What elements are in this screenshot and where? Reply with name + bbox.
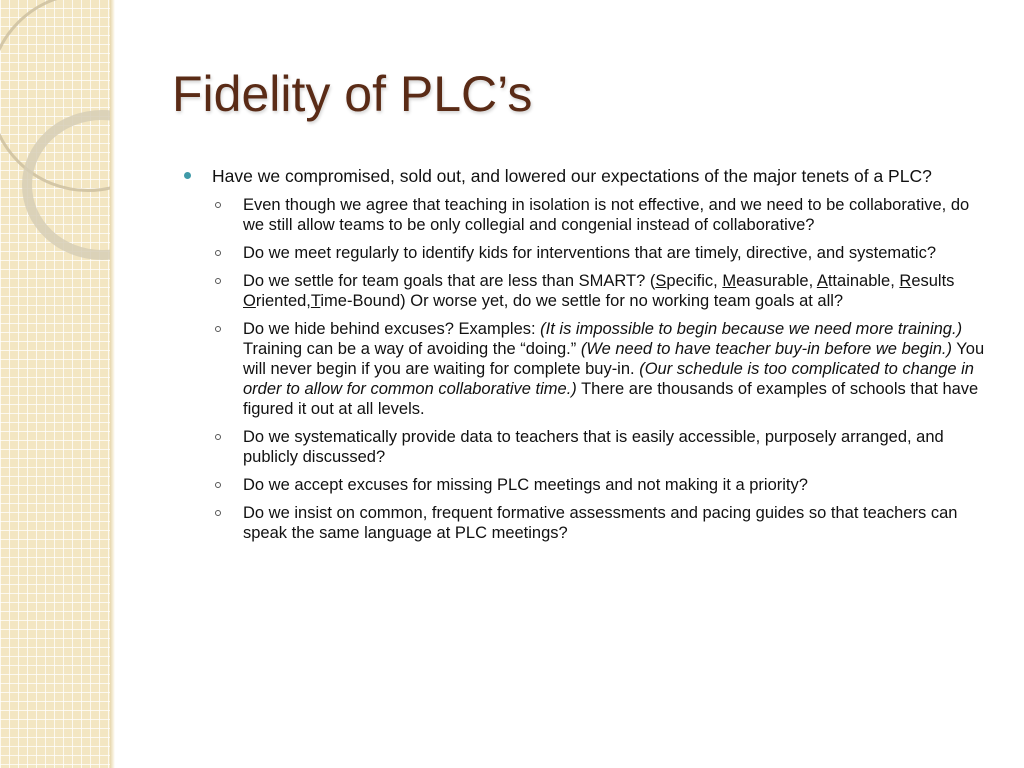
sub-bullet-interventions	[184, 243, 992, 263]
text-fragment: You will never begin if you are waiting for complete buy-in.	[243, 340, 985, 378]
sub-bullet-excuses	[184, 319, 992, 419]
underlined-letter: A	[816, 272, 828, 290]
sub-bullet-text: Do we accept excuses for missing PLC meetings and not making it a priority?	[243, 476, 808, 494]
underlined-letter: O	[243, 292, 256, 310]
decorative-rings	[0, 0, 113, 768]
hollow-bullet-icon	[215, 482, 221, 488]
text-fragment: ime-Bound) Or worse yet, do we settle for no working team goals at all?	[320, 292, 844, 310]
hollow-bullet-icon	[215, 202, 221, 208]
sub-bullet-text	[243, 272, 954, 310]
text-fragment: riented,	[255, 292, 311, 310]
sub-bullet-data	[184, 427, 992, 467]
sub-bullet-text: Do we systematically provide data to teachers that is easily accessible, purposely arranged, and publicly discussed?	[243, 428, 944, 466]
slide-content	[184, 166, 992, 551]
sub-bullet-text: Do we insist on common, frequent formative assessments and pacing guides so that teachers can speak the same language at PLC meetings?	[243, 504, 958, 542]
italic-example: (It is impossible to begin because we need more training.)	[540, 320, 963, 338]
text-fragment: There are thousands of examples of schools that have figured it out at all levels.	[243, 380, 979, 418]
underlined-letter: S	[655, 272, 667, 290]
hollow-bullet-icon	[215, 434, 221, 440]
text-fragment: Training can be a way of avoiding the “doing.”	[243, 340, 581, 358]
bullet-dot-icon	[184, 172, 191, 179]
slide-title: Fidelity of PLC’s	[172, 66, 533, 122]
italic-example: (We need to have teacher buy-in before we begin.)	[580, 340, 953, 358]
sub-bullet-assessments	[184, 503, 992, 543]
underlined-letter: T	[310, 292, 321, 310]
hollow-bullet-icon	[215, 510, 221, 516]
sub-bullet-isolation	[184, 195, 992, 235]
hollow-bullet-icon	[215, 326, 221, 332]
underlined-letter: R	[899, 272, 912, 290]
hollow-bullet-icon	[215, 250, 221, 256]
text-fragment: Do we hide behind excuses? Examples:	[243, 320, 541, 338]
text-fragment: pecific,	[666, 272, 723, 290]
side-band-edge	[110, 0, 115, 768]
text-fragment: ttainable,	[827, 272, 900, 290]
sub-bullet-missing-meetings	[184, 475, 992, 495]
sub-bullet-list	[184, 195, 992, 543]
main-bullet	[184, 166, 992, 187]
text-fragment: easurable,	[736, 272, 817, 290]
hollow-bullet-icon	[215, 278, 221, 284]
underlined-letter: M	[722, 272, 737, 290]
main-bullet-text: Have we compromised, sold out, and lowered our expectations of the major tenets of a PLC?	[212, 166, 932, 186]
sub-bullet-text: Do we meet regularly to identify kids for interventions that are timely, directive, and systematic?	[243, 244, 936, 262]
italic-example: (Our schedule is too complicated to change in order to allow for common collaborative time.)	[243, 360, 974, 398]
text-fragment: esults	[911, 272, 955, 290]
sub-bullet-text: Even though we agree that teaching in isolation is not effective, and we need to be collaborative, do we still allow teams to be only collegial and congenial instead of collaborative?	[243, 196, 970, 234]
sub-bullet-smart-goals	[184, 271, 992, 311]
text-fragment: Do we settle for team goals that are less than SMART? (	[243, 272, 656, 290]
sub-bullet-text	[243, 320, 984, 418]
